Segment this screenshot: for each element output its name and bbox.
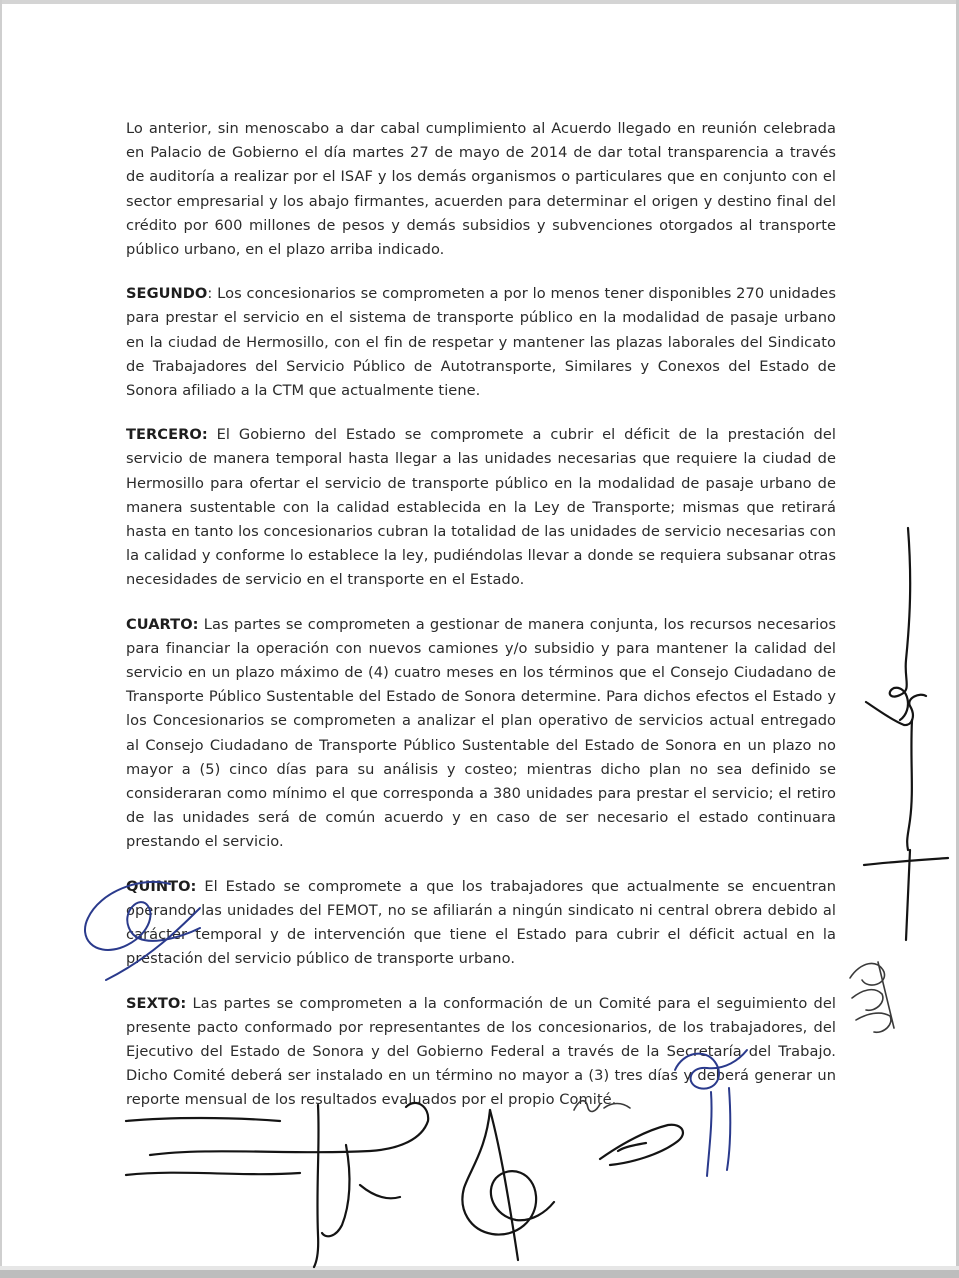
page-edge-bottom xyxy=(0,1270,959,1278)
clause-label: QUINTO: xyxy=(126,877,197,895)
clause-label: TERCERO: xyxy=(126,426,208,444)
blue-signature-left xyxy=(60,872,250,992)
page-edge-top xyxy=(0,0,959,4)
paragraph-preamble xyxy=(126,117,836,262)
paragraph-tercero xyxy=(126,423,836,592)
paragraph-text: Las partes se comprometen a gestionar de manera conjunta, los recursos necesarios para financiar la operación con nuevos camiones y/o subsidio y para mantener la calidad del servicio en un plazo máximo de (4) cuatro meses en los términos que el Consejo Ciudadano de Transporte Público Sustentable del Estado de Sonora determine. Para dichos efectos el Estado y los Concesionarios se comprometen a analizar el plan operativo de servicios actual entregado al Consejo Ciudadano de Transporte Público Sustentable del Estado de Sonora en un plazo no mayor a (5) cinco días para su análisis y costeo; mientras dicho plan no sea definido se consideraran como mínimo el que corresponda a 380 unidades para prestar el servicio; el retiro de las unidades será de común acuerdo y en caso de ser necesario el estado continuara prestando el servicio. xyxy=(126,615,836,851)
clause-label: CUARTO: xyxy=(126,615,199,633)
paragraph-text: Lo anterior, sin menoscabo a dar cabal cumplimiento al Acuerdo llegado en reunión celebrada en Palacio de Gobierno el día martes 27 de mayo de 2014 de dar total transparencia a través de auditoría a realizar por el ISAF y los demás organismos o particulares que en conjunto con el sector empresarial y los abajo firmantes, acuerden para determinar el origen y destino final del crédito por 600 millones de pesos y demás subsidios y subvenciones otorgados al transporte público urbano, en el plazo arriba indicado. xyxy=(126,120,836,259)
bottom-initials-small xyxy=(568,1090,638,1122)
paragraph-text: El Gobierno del Estado se compromete a cubrir el déficit de la prestación del servicio de manera temporal hasta llegar a las unidades necesarias que requiere la ciudad de Hermosillo para ofertar el servicio de transporte público en la modalidad de pasaje urbano de manera sustentable con la calidad establecida en la Ley de Transporte; mismas que retirará hasta en tanto los concesionarios cubran la totalidad de las unidades de servicio necesarias con la calidad y conforme lo establece la ley, pudiéndolas llevar a donde se requiera subsanar otras necesidades de servicio en el transporte en el Estado. xyxy=(126,426,836,589)
bottom-signature-1 xyxy=(110,1085,450,1270)
clause-label: SEXTO: xyxy=(126,994,187,1012)
bottom-signature-2 xyxy=(450,1100,590,1270)
clause-label: SEGUNDO xyxy=(126,285,208,303)
page-edge-left xyxy=(0,0,2,1278)
bottom-signature-blue xyxy=(655,1040,765,1180)
paragraph-text: El Estado se compromete a que los trabajadores que actualmente se encuentran operando las unidades del FEMOT, no se afiliarán a ningún sindicato ni central obrera debido al carácter temporal y de intervención que tiene el Estado para cubrir el déficit actual en la prestación del servicio público de transporte urbano. xyxy=(126,877,836,968)
paragraph-cuarto xyxy=(126,613,836,855)
paragraph-text: : Los concesionarios se comprometen a por lo menos tener disponibles 270 unidades para prestar el servicio en el sistema de transporte público en la modalidad de pasaje urbano en la ciudad de Hermosillo, con el fin de respetar y mantener las plazas laborales del Sindicato de Trabajadores del Servicio Público de Autotransporte, Similares y Conexos del Estado de Sonora afiliado a la CTM que actualmente tiene. xyxy=(126,285,836,400)
margin-initials-bottom-right xyxy=(838,950,908,1045)
paragraph-text: Las partes se comprometen a la conformación de un Comité para el seguimiento del presente pacto conformado por representantes de los concesionarios, de los trabajadores, del Ejecutivo del Estado de Sonora y del Gobierno Federal a través de la Secretaría del Trabajo. Dicho Comité deberá ser instalado en un término no mayor a (3) tres días y deberá generar un reporte mensual de los resultados evaluados por el propio Comité. xyxy=(126,994,836,1109)
paragraph-segundo xyxy=(126,282,836,403)
